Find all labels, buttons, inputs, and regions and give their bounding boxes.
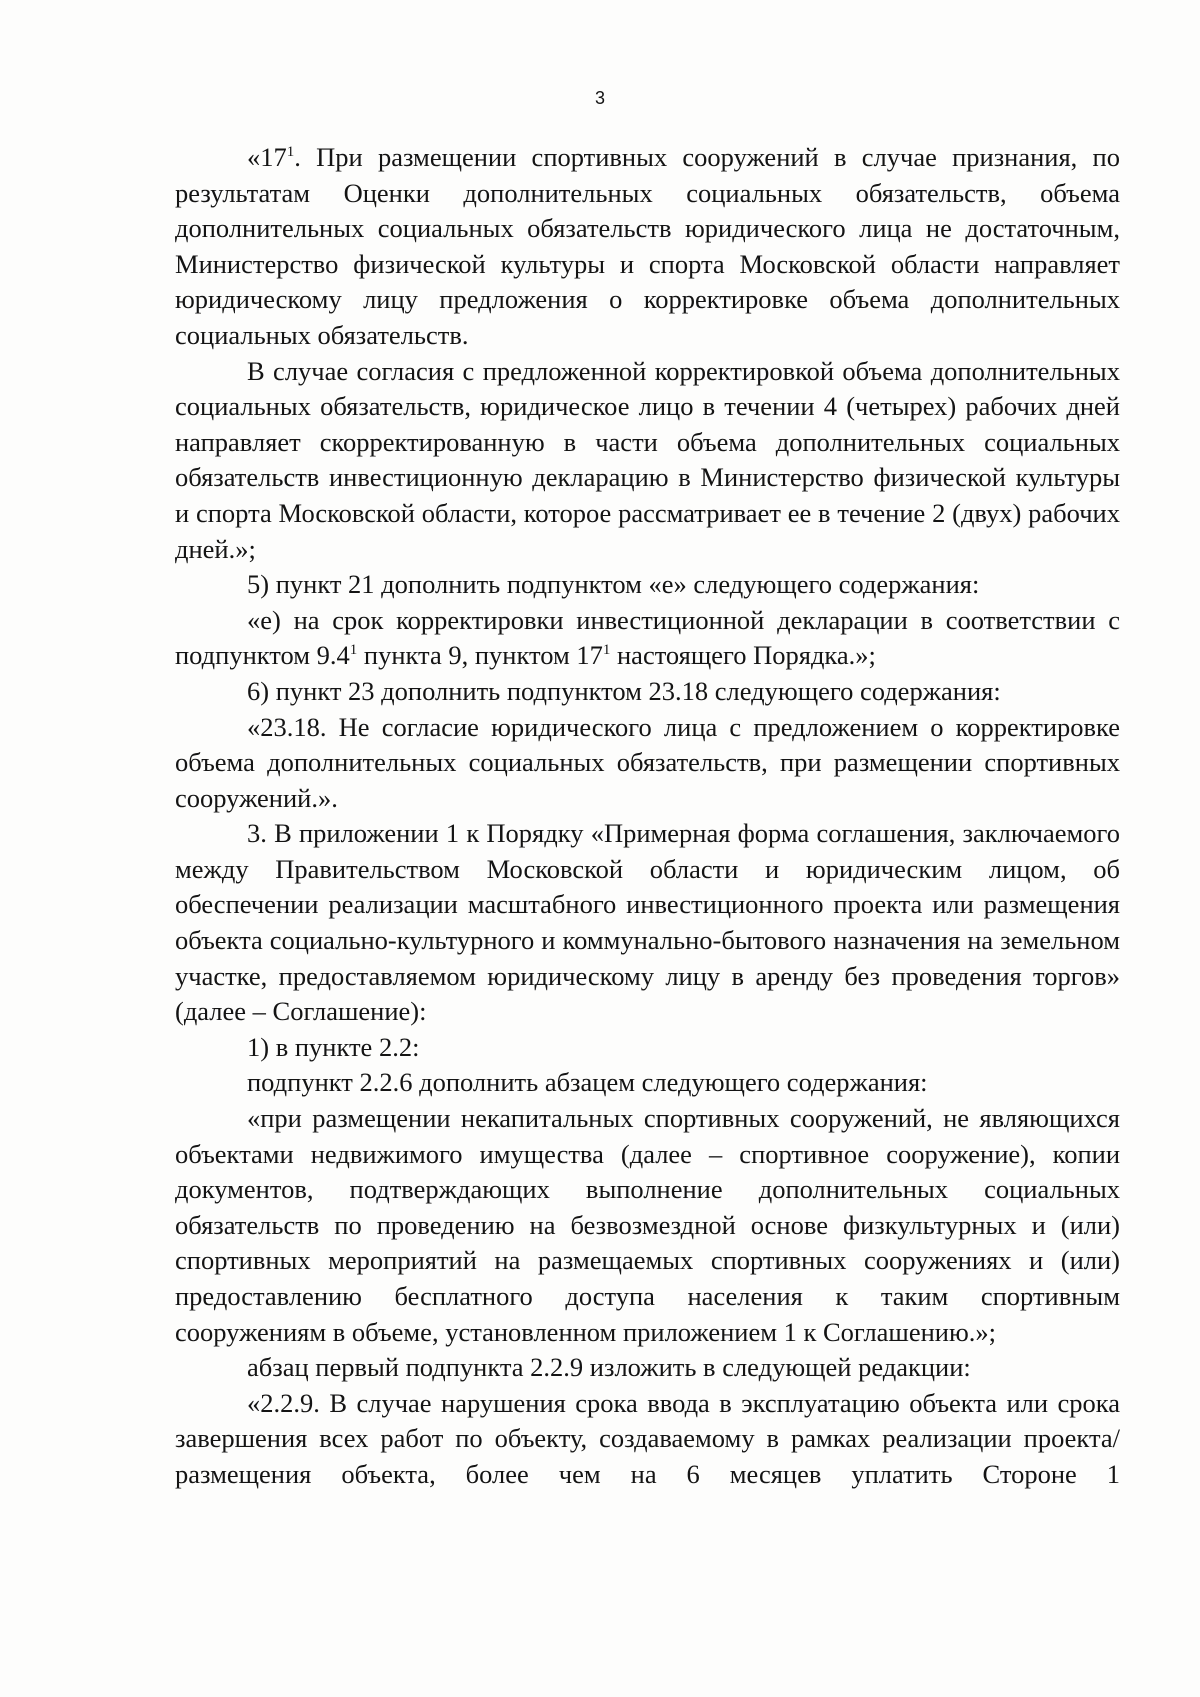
paragraph-subclause-2-2-9: «2.2.9. В случае нарушения срока ввода в эксплуатацию объекта или срока завершения всех работ по объекту, создаваемому в рамках реализации проекта/размещения объекта, более чем на 6 месяцев уплатить Стороне 1 (175, 1387, 1120, 1489)
paragraph-subclause-23-18: «23.18. Не согласие юридического лица с предложением о корректировке объема дополнительных социальных обязательств, при размещении спортивных сооружений.». (175, 711, 1120, 813)
superscript: 1 (602, 642, 611, 659)
paragraph-subclause-e: «е) на срок корректировки инвестиционной декларации в соответствии с подпунктом $9.4^1$ пункта 9, пунктом $17^1$ настоящего Порядка.»; (175, 604, 1120, 671)
paragraph-subclause-2-2-9-intro: абзац первый подпункта 2.2.9 изложить в следующей редакции: (247, 1352, 971, 1383)
paragraph-point-2-2: 1) в пункте 2.2: (247, 1031, 420, 1062)
paragraph-clause-21: 5) пункт 21 дополнить подпунктом «е» следующего содержания: (247, 569, 980, 600)
paragraph-subclause-2-2-6: подпункт 2.2.6 дополнить абзацем следующего содержания: (247, 1067, 928, 1098)
document-body (175, 140, 1120, 1493)
superscript: 1 (349, 642, 358, 659)
page-number: 3 (594, 88, 605, 108)
paragraph-sports-facilities: «при размещении некапитальных спортивных сооружений, не являющихся объектами недвижимого имущества (далее – спортивное сооружение), копии документов, подтверждающих выполнение дополнительных социальных обязательств по проведению на безвозмездной основе физкультурных и (или) спортивных мероприятий на размещаемых спортивных сооружениях и (или) предоставлению бесплатного доступа населения к таким спортивным сооружениям в объеме, установленном приложением 1 к Соглашению.»; (175, 1103, 1120, 1347)
superscript: 1 (286, 144, 295, 160)
paragraph-item-17-1: «$17^1$. При размещении спортивных сооружений в случае признания, по результатам Оценки дополнительных социальных обязательств, объема дополнительных социальных обязательств юридического лица не достаточным, Министерство физической культуры и спорта Московской области направляет юридическому лицу предложения о корректировке объема дополнительных социальных обязательств. (175, 142, 1120, 350)
paragraph-clause-23: 6) пункт 23 дополнить подпунктом 23.18 следующего содержания: (247, 675, 1001, 706)
paragraph-appendix-1: 3. В приложении 1 к Порядку «Примерная форма соглашения, заключаемого между Правительством Московской области и юридическим лицом, об обеспечении реализации масштабного инвестиционного проекта или размещения объекта социально-культурного и коммунально-бытового назначения на земельном участке, предоставляемом юридическому лицу в аренду без проведения торгов» (далее – Соглашение): (175, 818, 1120, 1027)
paragraph-consent-case: В случае согласия с предложенной корректировкой объема дополнительных социальных обязательств, юридическое лицо в течении 4 (четырех) рабочих дней направляет скорректированную в части объема дополнительных социальных обязательств инвестиционную декларацию в Министерство физической культуры и спорта Московской области, которое рассматривает ее в течение 2 (двух) рабочих дней.»; (175, 355, 1120, 564)
